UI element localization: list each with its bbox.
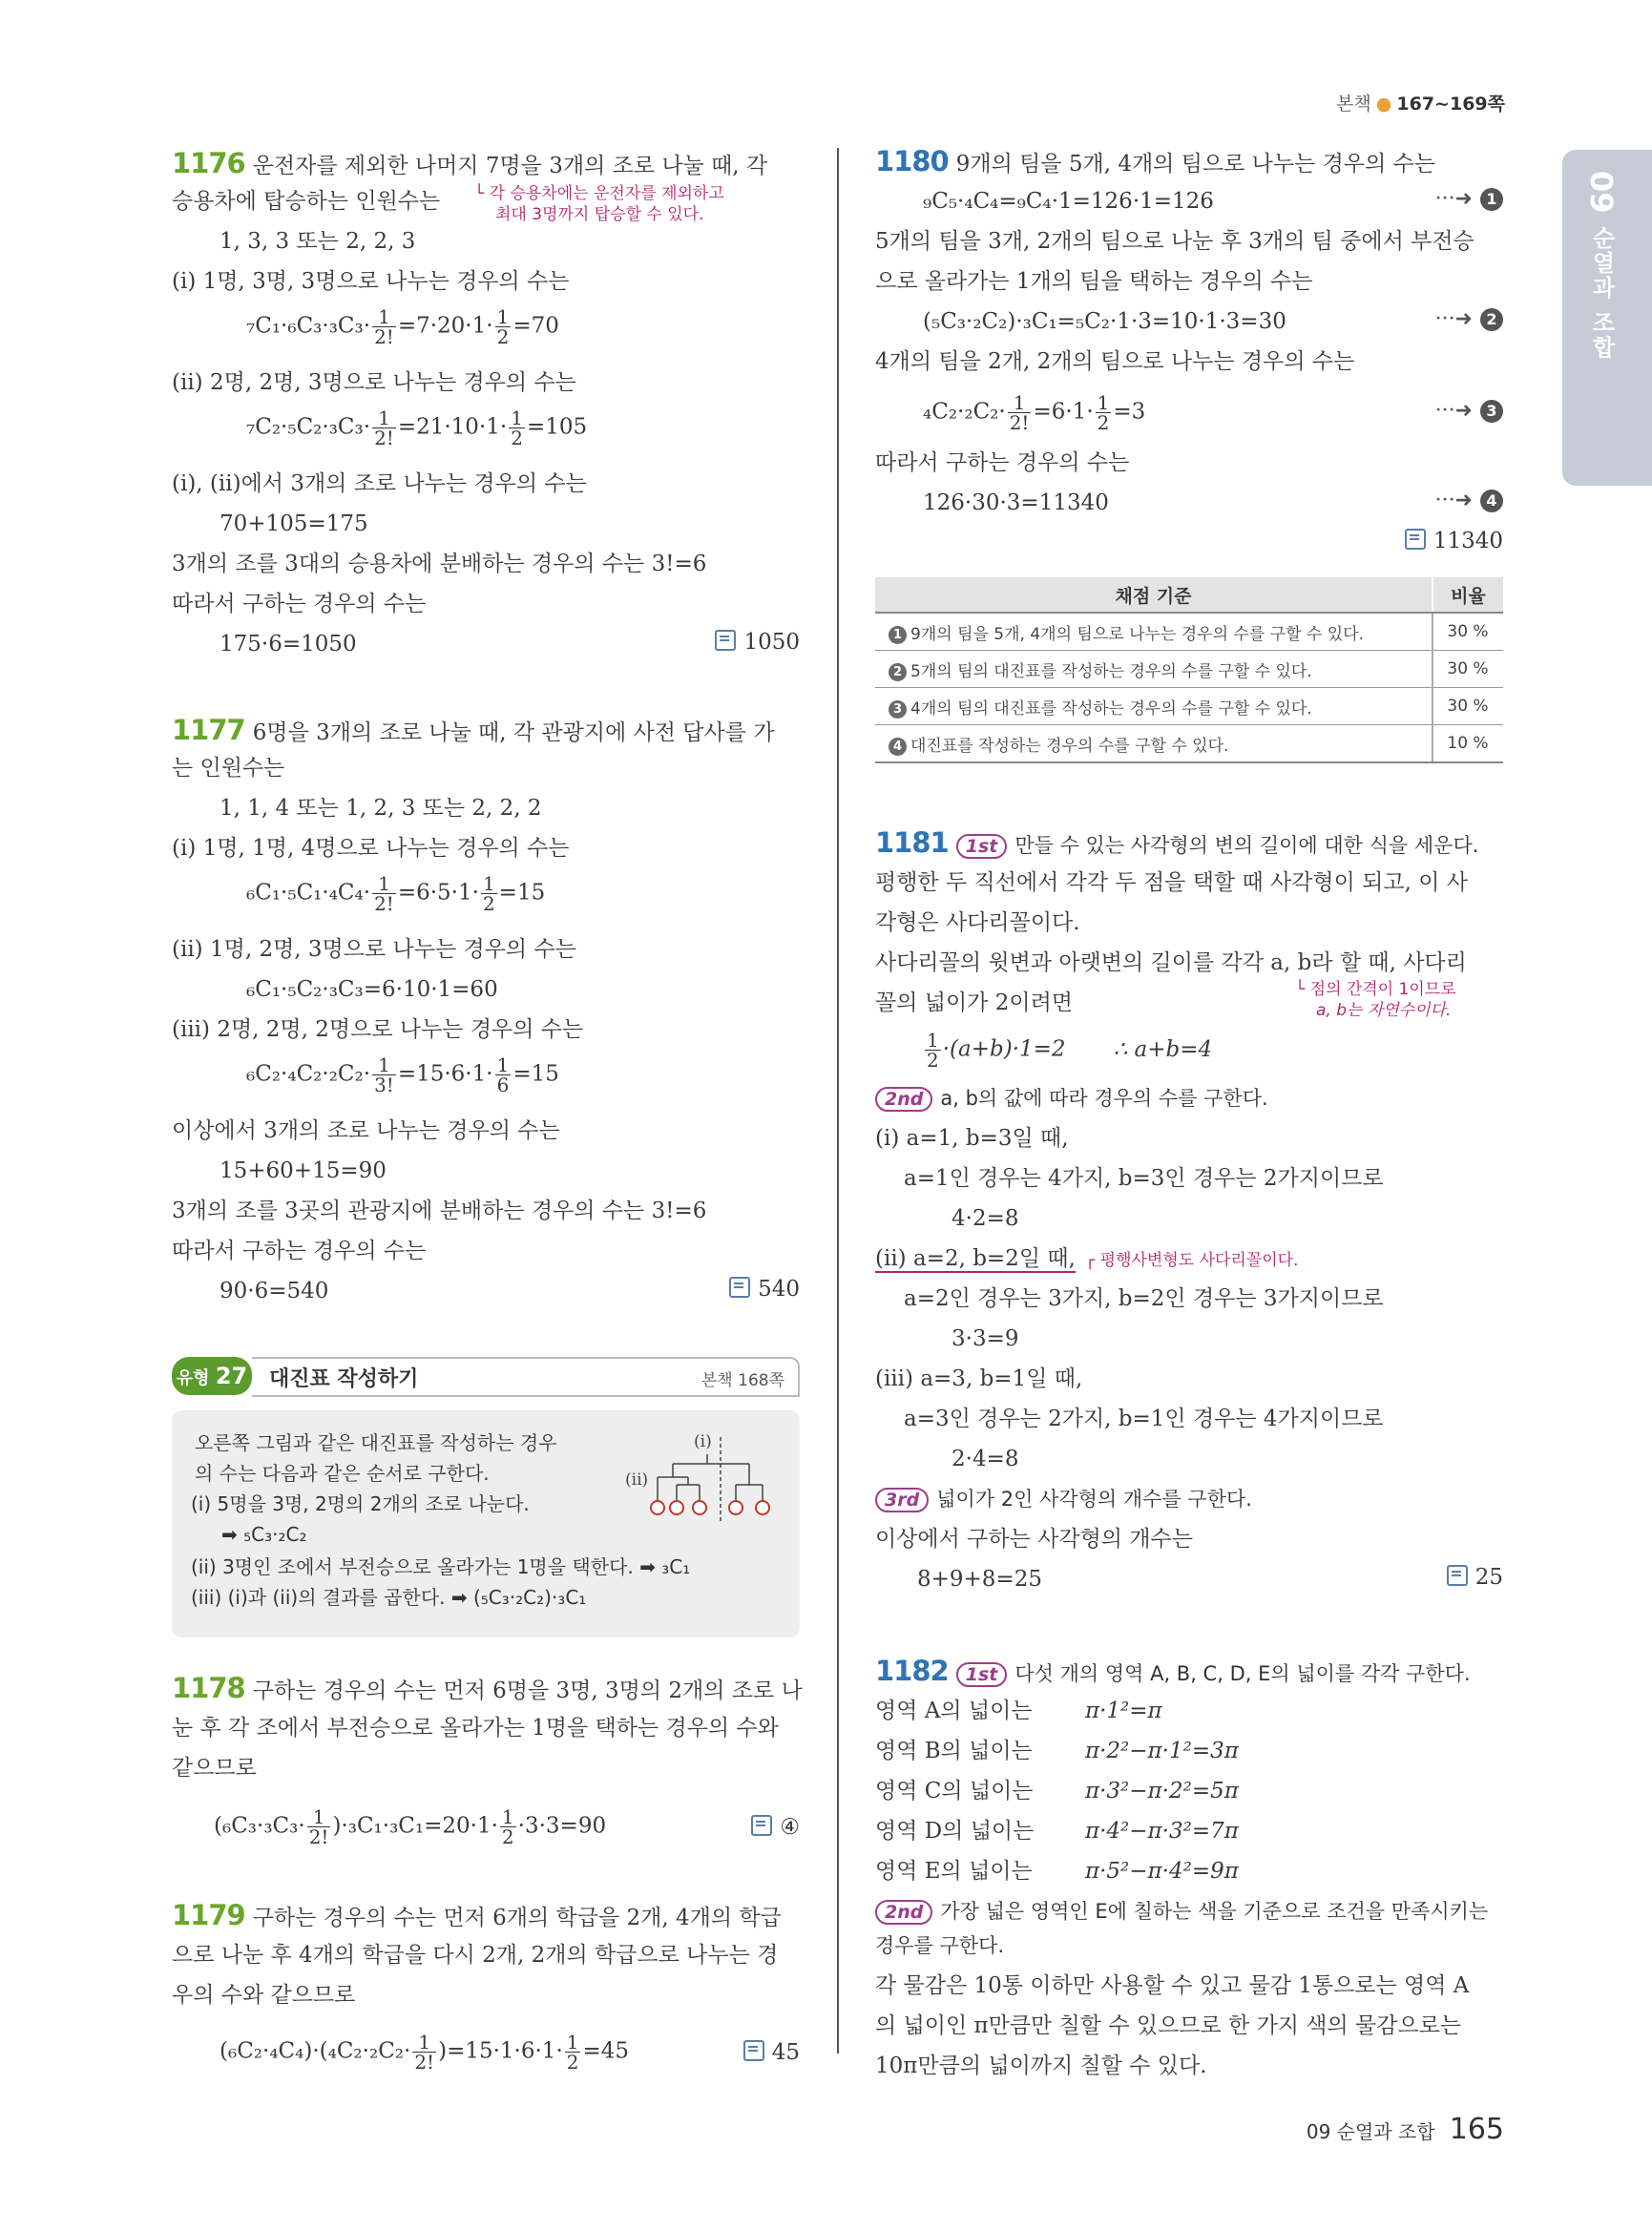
- fraction: $\frac{1}{2}$: [482, 872, 495, 915]
- answer-icon: [729, 1277, 750, 1298]
- text-line: 오른쪽 그림과 같은 대진표를 작성하는 경우: [195, 1431, 557, 1454]
- problem-1181-line1: 1181 1st 만들 수 있는 사각형의 변의 길이에 대한 식을 세운다.: [875, 826, 1479, 859]
- page-footer: [1307, 2113, 1504, 2146]
- type-ref: 본책 168쪽: [701, 1371, 784, 1390]
- answer: 540: [729, 1277, 800, 1302]
- text-line: (ii) 2명, 2명, 3명으로 나누는 경우의 수는: [172, 370, 576, 395]
- text-line: 3개의 조를 3대의 승용차에 분배하는 경우의 수는 3!=6: [172, 552, 707, 576]
- formula: ₉C₅·₄C₄=₉C₄·1=126·1=126: [923, 189, 1214, 214]
- formula: ₆C₁·₅C₁·₄C₄· $\frac{1}{2!}$ =6·5·1· $\frac{1}{2}$ =15: [246, 872, 546, 915]
- text-line: 각 물감은 10통 이하만 사용할 수 있고 물감 1통으로는 영역 A: [875, 1973, 1470, 1998]
- page-range: 167~169쪽: [1396, 94, 1505, 115]
- problem-1177-line1: 1177 6명을 3개의 조로 나눌 때, 각 관광지에 사전 답사를 가: [172, 714, 775, 746]
- fraction: $\frac{1}{2!}$: [414, 2031, 435, 2074]
- answer: 25: [1447, 1565, 1503, 1590]
- table-row: 1 9개의 팀을 5개, 4개의 팀으로 나누는 경우의 수를 구할 수 있다. 30 %: [875, 613, 1503, 651]
- chapter-tab: [1562, 150, 1652, 486]
- step-marker: ···➜ 3: [1435, 399, 1503, 423]
- footer-chapter: 09 순열과 조합: [1306, 2120, 1435, 2143]
- text-line: (i), (ii)에서 3개의 조로 나누는 경우의 수는: [172, 471, 587, 496]
- text-line: (ii) 3명인 조에서 부전승으로 올라가는 1명을 택한다. ➡ ₃C₁: [191, 1555, 691, 1578]
- col-criteria: 채점 기준: [875, 577, 1432, 613]
- text-line: 이상에서 구하는 사각형의 개수는: [875, 1527, 1193, 1552]
- fraction: $\frac{1}{2!}$: [1009, 391, 1030, 434]
- formula: (₅C₃·₂C₂)·₃C₁=₅C₂·1·3=10·1·3=30: [923, 309, 1286, 334]
- step-badge: 3rd: [875, 1488, 929, 1512]
- scoring-table: [875, 577, 1503, 763]
- formula: ₇C₁·₆C₃·₃C₃· $\frac{1}{2!}$ =7·20·1· $\frac{1}{2}$ =70: [246, 305, 559, 348]
- text-line: 2·4=8: [951, 1447, 1019, 1471]
- step-badge: 2nd: [875, 1900, 932, 1925]
- text-line: (i) 1명, 1명, 4명으로 나누는 경우의 수는: [172, 836, 570, 861]
- problem-1176-line2: 승용차에 탑승하는 인원수는: [172, 189, 441, 214]
- fraction: $\frac{1}{2}$: [511, 407, 523, 449]
- area-line: 영역 D의 넓이는 π·4²−π·3²=7π: [875, 1819, 1239, 1844]
- problem-1178-line1: 1178 구하는 경우의 수는 먼저 6명을 3명, 3명의 2개의 조로 나: [172, 1672, 803, 1704]
- text-line: 3·3=9: [951, 1326, 1019, 1351]
- fraction: $\frac{1}{2}$: [496, 305, 510, 348]
- text-line: 3개의 조를 3곳의 관광지에 분배하는 경우의 수는 3!=6: [172, 1199, 707, 1223]
- text-line: 175·6=1050: [220, 632, 357, 657]
- answer-icon: [1405, 529, 1426, 550]
- area-line: 영역 C의 넓이는 π·3²−π·2²=5π: [875, 1779, 1239, 1804]
- player-nodes: [651, 1501, 769, 1514]
- formula: ₆C₁·₅C₂·₃C₃=6·10·1=60: [246, 977, 498, 1002]
- answer: 45: [743, 2040, 800, 2065]
- chapter-title: 순열과 조합: [1588, 226, 1615, 361]
- formula: ₇C₂·₅C₂·₃C₃· $\frac{1}{2!}$ =21·10·1· $\frac{1}{2}$ =105: [246, 407, 588, 449]
- text-line: (i) a=1, b=3일 때,: [875, 1126, 1069, 1151]
- text-line: 눈 후 각 조에서 부전승으로 올라가는 1명을 택하는 경우의 수와: [172, 1716, 779, 1741]
- text-line: 1, 3, 3 또는 2, 2, 3: [220, 229, 416, 254]
- problem-number: 1178: [172, 1672, 245, 1704]
- formula: $\frac{1}{2}$ ·(a+b)·1=2 ∴ a+b=4: [927, 1029, 1213, 1072]
- text-line: 꼴의 넓이가 2이려면: [875, 990, 1073, 1015]
- text-line: 90·6=540: [220, 1279, 329, 1303]
- text-line: a=3인 경우는 2가지, b=1인 경우는 4가지이므로: [904, 1407, 1384, 1431]
- text-line: 는 인원수는: [172, 756, 285, 781]
- text-line: (i) 5명을 3명, 2명의 2개의 조로 나눈다.: [191, 1492, 530, 1515]
- fraction: $\frac{1}{2!}$: [374, 305, 394, 348]
- page-number: 165: [1449, 2113, 1504, 2146]
- type-badge: 유형 27: [172, 1357, 252, 1395]
- text-line: 8+9+8=25: [917, 1567, 1042, 1592]
- bracket-diagram: [625, 1428, 787, 1533]
- label-ii: (ii): [625, 1470, 649, 1490]
- text-line: 이상에서 3개의 조로 나누는 경우의 수는: [172, 1118, 560, 1143]
- text-line: ➡ ₅C₃·₂C₂: [221, 1523, 307, 1546]
- text-line: a=2인 경우는 3가지, b=2인 경우는 3가지이므로: [904, 1286, 1384, 1311]
- step-marker: ···➜ 1: [1435, 187, 1503, 211]
- text-line: (ii) 1명, 2명, 3명으로 나누는 경우의 수는: [172, 937, 576, 962]
- answer-icon: [743, 2040, 764, 2061]
- problem-number: 1180: [875, 145, 949, 177]
- formula: ₄C₂·₂C₂· $\frac{1}{2!}$ =6·1· $\frac{1}{2}$ =3: [923, 391, 1146, 434]
- step-line: 2nd 가장 넓은 영역인 E에 칠하는 색을 기준으로 조건을 만족시키는: [875, 1897, 1488, 1926]
- column-divider: [837, 148, 839, 2054]
- text-line: 따라서 구하는 경우의 수는: [172, 592, 427, 616]
- text-line: 으로 나눈 후 4개의 학급을 다시 2개, 2개의 학급으로 나누는 경: [172, 1943, 779, 1968]
- type-box-body: [172, 1410, 800, 1637]
- area-line: 영역 E의 넓이는 π·5²−π·4²=9π: [875, 1859, 1239, 1884]
- fraction: $\frac{1}{2!}$: [374, 872, 394, 915]
- text-line: 의 넓이인 π만큼만 칠할 수 있으므로 한 가지 색의 물감으로는: [875, 2013, 1462, 2038]
- problem-1179-line1: 1179 구하는 경우의 수는 먼저 6개의 학급을 2개, 4개의 학급: [172, 1899, 782, 1931]
- dot-icon: ●: [1375, 94, 1392, 115]
- step-line: 3rd 넓이가 2인 사각형의 개수를 구한다.: [875, 1485, 1252, 1513]
- answer: ④: [751, 1815, 800, 1840]
- answer: 1050: [715, 630, 800, 655]
- answer-icon: [1447, 1565, 1468, 1586]
- text-line: 5개의 팀을 3개, 2개의 팀으로 나눈 후 3개의 팀 중에서 부전승: [875, 229, 1474, 254]
- fraction: $\frac{1}{2}$: [1097, 391, 1110, 434]
- text-line: 으로 올라가는 1개의 팀을 택하는 경우의 수는: [875, 269, 1313, 294]
- fraction: $\frac{1}{2!}$: [308, 1805, 329, 1848]
- page-header: [1336, 90, 1505, 115]
- problem-1182-line1: 1182 1st 다섯 개의 영역 A, B, C, D, E의 넓이를 각각 구한다.: [875, 1655, 1471, 1687]
- side-note: └ 점의 간격이 1이므로 a, b는 자연수이다.: [1295, 980, 1456, 1020]
- side-note: └ 각 승용차에는 운전자를 제외하고 최대 3명까지 탑승할 수 있다.: [474, 184, 724, 224]
- text-line: 15+60+15=90: [220, 1158, 387, 1183]
- text-line: a=1인 경우는 4가지, b=3인 경우는 2가지이므로: [904, 1166, 1384, 1191]
- problem-1180-line1: 1180 9개의 팀을 5개, 4개의 팀으로 나누는 경우의 수는: [875, 145, 1436, 177]
- side-note: ┌ 평행사변형도 사다리꼴이다.: [1085, 1251, 1299, 1270]
- step-line: 2nd a, b의 값에 따라 경우의 수를 구한다.: [875, 1084, 1268, 1113]
- type-title: 대진표 작성하기: [269, 1367, 419, 1391]
- fraction: $\frac{1}{6}$: [496, 1053, 510, 1096]
- formula: (₆C₂·₄C₄)·(₄C₂·₂C₂· $\frac{1}{2!}$ )=15·1·6·1· $\frac{1}{2}$ =45: [220, 2031, 630, 2074]
- col-ratio: 비율: [1432, 577, 1503, 613]
- answer: 11340: [1405, 529, 1503, 553]
- text-line: 따라서 구하는 경우의 수는: [875, 450, 1130, 475]
- type-box-header: [172, 1357, 800, 1399]
- text-line: 같으므로: [172, 1756, 257, 1781]
- table-row: 3 4개의 팀의 대진표를 작성하는 경우의 수를 구할 수 있다. 30 %: [875, 688, 1503, 725]
- text-line: 1, 1, 4 또는 1, 2, 3 또는 2, 2, 2: [220, 796, 542, 821]
- text-line: 경우를 구한다.: [875, 1934, 1005, 1957]
- text-line: 10π만큼의 넓이까지 칠할 수 있다.: [875, 2054, 1207, 2078]
- text-line: (iii) a=3, b=1일 때,: [875, 1366, 1083, 1391]
- step-marker: ···➜ 2: [1435, 307, 1503, 331]
- fraction: $\frac{1}{2}$: [927, 1029, 939, 1072]
- problem-number: 1177: [172, 714, 245, 746]
- problem-1176-line1: 1176 운전자를 제외한 나머지 7명을 3개의 조로 나눌 때, 각: [172, 147, 768, 179]
- formula: (₆C₃·₃C₃· $\frac{1}{2!}$ )·₃C₁·₃C₁=20·1· $\frac{1}{2}$ ·3·3=90: [214, 1805, 607, 1848]
- text-line: 의 수는 다음과 같은 순서로 구한다.: [195, 1462, 490, 1485]
- step-badge: 2nd: [875, 1087, 932, 1112]
- text-line: 70+105=175: [220, 511, 368, 536]
- problem-number: 1176: [172, 147, 245, 179]
- formula: ₆C₂·₄C₂·₂C₂· $\frac{1}{3!}$ =15·6·1· $\frac{1}{6}$ =15: [246, 1053, 559, 1096]
- fraction: $\frac{1}{2}$: [566, 2031, 579, 2074]
- problem-number: 1181: [875, 826, 949, 859]
- text-line: 평행한 두 직선에서 각각 두 점을 택할 때 사각형이 되고, 이 사: [875, 870, 1468, 895]
- text-line: 우의 수와 같으므로: [172, 1983, 356, 2008]
- text-line: 4개의 팀을 2개, 2개의 팀으로 나누는 경우의 수는: [875, 349, 1355, 374]
- fraction: $\frac{1}{2}$: [501, 1805, 514, 1848]
- fraction: $\frac{1}{3!}$: [374, 1053, 394, 1096]
- answer-icon: [751, 1815, 772, 1836]
- step-badge: 1st: [956, 834, 1008, 859]
- text-line: 사다리꼴의 윗변과 아랫변의 길이를 각각 a, b라 할 때, 사다리: [875, 950, 1467, 975]
- text-line: 각형은 사다리꼴이다.: [875, 910, 1080, 935]
- chapter-number: 09: [1583, 171, 1620, 214]
- label-i: (i): [694, 1432, 712, 1451]
- text-line: (ii) a=2, b=2일 때,: [875, 1246, 1076, 1271]
- step-badge: 1st: [956, 1662, 1008, 1687]
- text-line: 따라서 구하는 경우의 수는: [172, 1239, 427, 1263]
- table-header-row: [875, 577, 1503, 613]
- table-row: 4 대진표를 작성하는 경우의 수를 구할 수 있다. 10 %: [875, 725, 1503, 763]
- area-line: 영역 B의 넓이는 π·2²−π·1²=3π: [875, 1739, 1239, 1763]
- fraction: $\frac{1}{2!}$: [374, 407, 394, 449]
- text-line: (iii) 2명, 2명, 2명으로 나누는 경우의 수는: [172, 1017, 584, 1042]
- problem-number: 1182: [875, 1655, 949, 1687]
- text-line: 4·2=8: [951, 1206, 1019, 1231]
- answer-icon: [715, 630, 736, 651]
- problem-number: 1179: [172, 1899, 245, 1931]
- formula: 126·30·3=11340: [923, 490, 1109, 515]
- area-line: 영역 A의 넓이는 π·1²=π: [875, 1699, 1162, 1723]
- text-line: (i) 1명, 3명, 3명으로 나누는 경우의 수는: [172, 269, 570, 294]
- step-marker: ···➜ 4: [1435, 489, 1503, 512]
- type-title-bar: [252, 1357, 800, 1397]
- book-ref: 본책: [1336, 94, 1371, 115]
- table-row: 2 5개의 팀의 대진표를 작성하는 경우의 수를 구할 수 있다. 30 %: [875, 651, 1503, 688]
- text-line: (iii) (i)과 (ii)의 결과를 곱한다. ➡ (₅C₃·₂C₂)·₃C₁: [191, 1586, 587, 1609]
